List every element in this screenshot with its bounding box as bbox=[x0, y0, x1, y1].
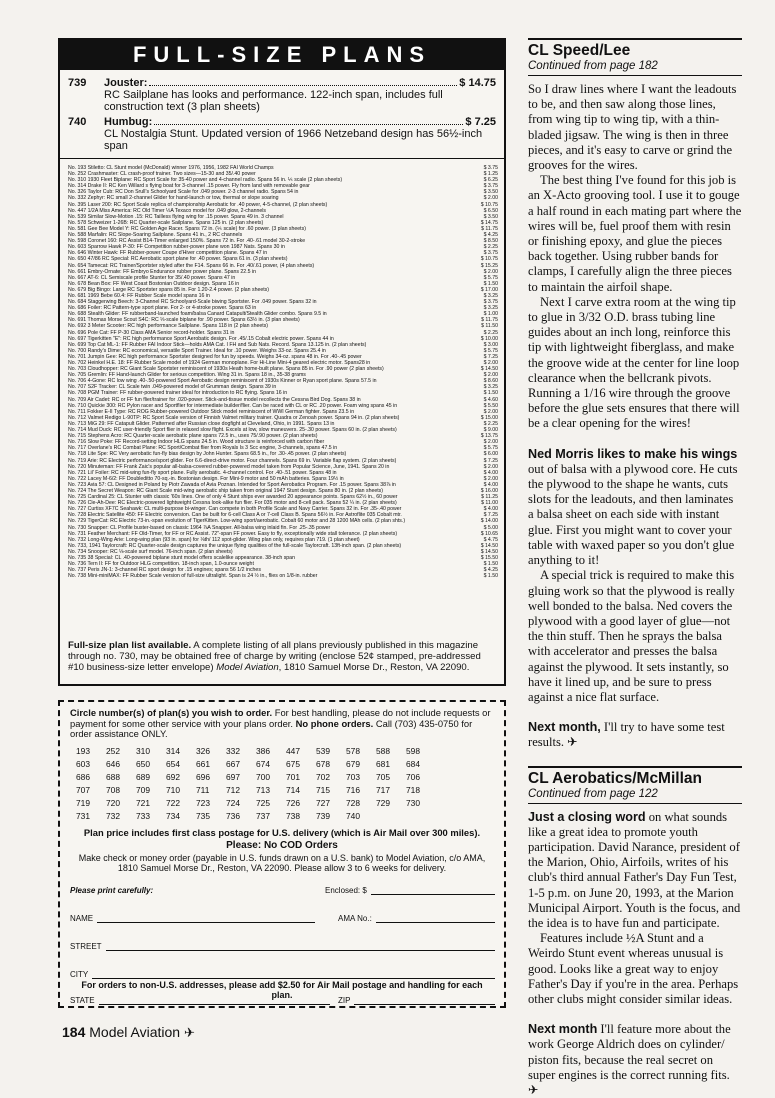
plan-number-option[interactable]: 738 bbox=[286, 810, 300, 821]
plan-description: No. 581 Gee Bee Model Y: RC Golden Age Racer. Spans 72 in. (⅕ scale) for .60 power. (3 plan sheets) bbox=[68, 225, 306, 232]
plan-number-option[interactable]: 326 bbox=[196, 745, 210, 756]
plan-number-option[interactable]: 674 bbox=[256, 758, 270, 769]
plan-number-option[interactable]: 721 bbox=[136, 797, 150, 808]
plan-description: No. 730 Snapper: CL Profile buster-based on classic 1964 ⅞A Snapper. All-balsa wing inlaid fin. For .25-.35 power bbox=[68, 524, 331, 531]
plan-number-option[interactable]: 252 bbox=[106, 745, 120, 756]
plans-footer-address: , 1810 Samuel Morse Dr., Reston, VA 22090. bbox=[278, 662, 470, 673]
plan-number-grid bbox=[76, 746, 494, 821]
featured-plan-desc: RC Sailplane has looks and performance. 122-inch span, includes full construction text (3 plan sheets) bbox=[104, 89, 443, 113]
plan-number-option[interactable]: 722 bbox=[166, 797, 180, 808]
plan-number-option[interactable]: 646 bbox=[106, 758, 120, 769]
lead-in-bold: Ned Morris likes to make his wings bbox=[528, 446, 738, 461]
featured-plan-price: $ 7.25 bbox=[465, 116, 496, 128]
plan-number-option[interactable]: 711 bbox=[196, 784, 210, 795]
plan-number-option[interactable]: 686 bbox=[76, 771, 90, 782]
plan-description: No. 314 Drake II: RC Ken Willard s flying boat for 3-channel .15 power. Fly from land with removable gear bbox=[68, 183, 310, 190]
order-intro-bold: Circle number(s) of plan(s) you wish to order. bbox=[70, 707, 273, 718]
plan-description: No. 728 Electric Satellite 450: FF Electric conversion. Can be built for 6-cell Class A or 7-cell Class B. Spans 56½ in. For Astroflite 035 Cobalt mtr. bbox=[68, 512, 402, 519]
plan-description: No. 715 Stephens Acro: RC Quarter-scale aerobatic plane spans 72.5 in., uses 75/.90 power. (2 plan sheets) bbox=[68, 433, 318, 440]
plan-price: $ 16.00 bbox=[480, 487, 498, 494]
plan-number-option[interactable]: 692 bbox=[166, 771, 180, 782]
plan-number-option[interactable]: 717 bbox=[376, 784, 390, 795]
plan-number-option[interactable]: 700 bbox=[256, 771, 270, 782]
city-field[interactable]: CITY bbox=[70, 970, 495, 979]
leader-dots bbox=[154, 116, 463, 125]
aerobatics-heading: CL Aerobatics/McMillan bbox=[528, 766, 742, 787]
plan-number-option[interactable]: 603 bbox=[76, 758, 90, 769]
article-paragraph: Next I carve extra room at the wing tip to glue in 3/32 O.D. brass tubing line guides about an inch long, reinforce this tip with lightweight fiberglass, and make the groove wide at the center for line loop clearance when the bellcrank pivots. Running a 1/16 wire through the groove before the glue sets ensures that there will be a clear opening for the wires! bbox=[528, 294, 740, 431]
plan-description: No. 598 Coronet 160: RC Assist B14-Timer enlarged 150%. Spans 72 in. For .40-.61 model 30-2-stroke bbox=[68, 238, 306, 245]
ama-number-field[interactable]: AMA No.: bbox=[338, 914, 495, 923]
featured-plan-title: Humbug: bbox=[104, 116, 153, 128]
article-paragraph: Next month, I'll try to have some test results. ✈ bbox=[528, 720, 725, 750]
plan-number-option[interactable]: 737 bbox=[256, 810, 270, 821]
plan-price: $ 3.75 bbox=[483, 299, 498, 306]
plan-price: $ 11.75 bbox=[481, 225, 498, 232]
plan-number-option[interactable]: 733 bbox=[136, 810, 150, 821]
state-field[interactable]: STATE bbox=[70, 996, 330, 1005]
plan-number-option[interactable]: 697 bbox=[226, 771, 240, 782]
plans-footer-text: A complete listing of all plans previously published in this magazine through no. 730, may be obtained free of charge by writing (enclose 52¢ stamped, pre-addressed #10 business-size letter envelope) bbox=[68, 640, 481, 673]
plan-description: No. 719 Arie: RC Electric performance/sport glider. For 6.6-direct-drive motor. Four channels. Spans 69 in. Variable flap system. (2 plan sheets) bbox=[68, 457, 397, 464]
plan-description: No. 447 1/2A Miss America: RC Old Timer ½A Texaco model for .049 glow, 2-channels bbox=[68, 207, 266, 214]
order-intro bbox=[70, 708, 494, 740]
plan-description: No. 332 Zephyr: RC small 2-channel Glider for hand-launch or tow, thermal or slope soaring bbox=[68, 195, 279, 202]
plan-description: No. 705 Gremlin: FF Hand-launch Glider for serious competition. Wing 31 in. Spans 18 in., 35-38 grams bbox=[68, 372, 306, 379]
plan-list bbox=[60, 159, 504, 579]
plan-description: No. 712 Valmet Redigo L-90TP: RC Sport Scale version of Finnish Valmet military trainer. Quadra or Zenoah power. Spans 94 in. (2 plan sheets) bbox=[68, 414, 400, 421]
plan-price: $ 3.75 bbox=[483, 250, 498, 257]
plan-price: $ 5.00 bbox=[483, 524, 498, 531]
plan-description: No. 708 PGM Trainer: FF rubber-powered trainer ideal for introduction to RC flying. Spans 16 in bbox=[68, 390, 288, 397]
plan-number-option[interactable]: 712 bbox=[226, 784, 240, 795]
plan-number-option[interactable]: 598 bbox=[406, 745, 420, 756]
plan-price: $ 13.75 bbox=[480, 433, 498, 440]
plan-description: No. 697 Tigerkitten "E": RC high performance Sport Aerobatic design. For .45/.15 Cobalt electric power. Spans 44 in bbox=[68, 335, 334, 342]
lead-in-bold: Next month, bbox=[528, 720, 601, 735]
featured-plan-title: Jouster: bbox=[104, 77, 148, 89]
plan-number-option[interactable]: 725 bbox=[256, 797, 270, 808]
price-note: Plan price includes first class postage for U.S. delivery (which is Air Mail over 300 miles). bbox=[83, 826, 481, 838]
plan-description: No. 710 Quickie 300: RC Pylon racer and Sportflier for intermediate builder/flier. Can be raced with CL or RC .20 power. Foam wing spans 45 in bbox=[68, 402, 398, 409]
plan-number-option[interactable]: 667 bbox=[226, 758, 240, 769]
plan-description: No. 696 Pole Cat: FF P-30 Class AMA Senior record-holder. Spans 31 in bbox=[68, 329, 235, 336]
plan-description: No. 578 Schweizer 1-26B: RC Quarter-scale Sailplane. Spans 125 in. (2 plan sheets) bbox=[68, 219, 264, 226]
plan-price: $ 7.25 bbox=[483, 512, 498, 519]
plan-price: $ 14.50 bbox=[480, 548, 498, 555]
plan-number-option[interactable]: 661 bbox=[196, 758, 210, 769]
article-paragraph: So I draw lines where I want the leadouts to be, and then saw along those lines, from wing tip to wing tip, with a thin-bladed jigsaw. The wing is then in three pieces, and it's easy to carve or grind the grooves for the wires. bbox=[528, 82, 737, 173]
article-paragraph: Next month I'll feature more about the work George Aldrich does on cylinder/ piston fits, because the real secret on super engines is the correct running fits. ✈ bbox=[528, 1022, 731, 1097]
plan-price: $ 10.65 bbox=[480, 530, 498, 537]
article-paragraph: Features include ½A Stunt and a Weirdo Stunt event whereas unusual is good. Looks like a great way to enjoy Father's Day if you're in the area. Perhaps other clubs might consider similar ideas. bbox=[528, 931, 739, 1006]
plans-banner: FULL-SIZE PLANS bbox=[60, 40, 504, 70]
plan-price: $ 15.50 bbox=[480, 555, 498, 561]
plan-number-option[interactable]: 718 bbox=[406, 784, 420, 795]
plan-description: No. 661 Embry-Ornate: FF Embryo Endurance rubber power plane. Spans 22.5 in bbox=[68, 268, 256, 275]
plan-price: $ 5.50 bbox=[483, 402, 498, 409]
article-paragraph: A special trick is required to make this gluing work so that the plywood is really well bonded to the balsa. Ned covers the plywood with a good layer of glue—not the thin stuff. Then he sprays the balsa with accelerator and presses the balsa against the plywood. It sets instantly, so have it lined up, and be sure to press against a nice flat surface. bbox=[528, 568, 735, 704]
featured-plan-number: 739 bbox=[68, 77, 87, 89]
plans-footer-note bbox=[68, 640, 496, 673]
plan-description: No. 678 Bean Box: FF West Coast Bostonian Outdoor design. Spans 16 in bbox=[68, 280, 240, 287]
plan-description: No. 650 47/86 RC Special: RC Aerobatic sport plane for .40 power. Spans 61 in. (3 plan sheets) bbox=[68, 256, 288, 263]
aerobatics-article bbox=[528, 810, 742, 1098]
plan-number-option[interactable]: 689 bbox=[136, 771, 150, 782]
plan-price: $ 11.00 bbox=[481, 500, 498, 507]
plan-description: No. 732 Long-Wing Arie: Long-wing plan (93 in. span) for ⅛th/ 112 spot-glider. Wing plan only, requires plan 719. (1 plan sheet) bbox=[68, 536, 360, 543]
plan-number-option[interactable]: 716 bbox=[346, 784, 360, 795]
plan-description: No. 721 Lil' Foiler: RC mid-wing fun-fly sport plane. Fully aerobatic. 4-channel control. For .40-.51 power. Spans 48 in bbox=[68, 469, 337, 476]
aerobatics-subhead: Continued from page 122 bbox=[528, 787, 742, 804]
plan-price: $ 2.25 bbox=[483, 244, 498, 251]
plan-price: $ 5.75 bbox=[483, 445, 498, 452]
plan-number-option[interactable]: 701 bbox=[286, 771, 300, 782]
speed-lee-article bbox=[528, 82, 742, 751]
plan-description: No. 727 Curtiss XF7C Seahawk: CL multi-purpose bi-winger. Can compete in both Profile Scale and Navy Carrier. Spans 32 in. For .35-.40 power bbox=[68, 506, 402, 513]
plan-description: No. 654 Tamecat: RC Trainer/Sportster styled after the F14. Spans 66 in. For .40/.61 power, (4 plan sheets) bbox=[68, 262, 315, 269]
plan-number-option[interactable]: 726 bbox=[286, 797, 300, 808]
plan-price: $ 8.60 bbox=[483, 378, 498, 385]
plan-price: $ 15.25 bbox=[480, 262, 498, 269]
plan-description: No. 539 Similar Slow-Motion .15: RC Tailless flying wing for .15 power. Spans 49 in. 3 channel bbox=[68, 213, 284, 220]
print-carefully-label: Please print carefully: bbox=[70, 885, 154, 895]
plan-price: $ 2.00 bbox=[483, 475, 498, 482]
article-paragraph: Ned Morris likes to make his wings out of balsa with a plywood core. He cuts the plywood to the shape he wants, cuts slots for the leadouts, and then laminates a balsa sheet on each side with instant glue. First you might want to cover your table with waxed paper so you don't glue anything to it! bbox=[528, 446, 738, 568]
plan-price: $ 5.75 bbox=[483, 347, 498, 354]
plan-description: No. 709 Air Cadet: RC or FF fun flier/trainer for .020-power. Stick-and-tissue model recollects the Cessna Bird Dog. Spans 38 in bbox=[68, 396, 361, 403]
featured-plan bbox=[60, 116, 504, 152]
plan-number-option[interactable]: 710 bbox=[166, 784, 180, 795]
plan-number-option[interactable]: 578 bbox=[346, 745, 360, 756]
speed-lee-heading: CL Speed/Lee bbox=[528, 38, 742, 59]
plan-number-option[interactable]: 723 bbox=[196, 797, 210, 808]
plan-number-option[interactable]: 720 bbox=[106, 797, 120, 808]
page-number: 184 bbox=[62, 1024, 86, 1040]
plan-number-option[interactable]: 702 bbox=[316, 771, 330, 782]
plan-description: No. 700 Randy's Dime: RC economical, versatile Sport Trainer. Ideal for .10 power. Weighs 33-oz. Spans 25.4 in bbox=[68, 347, 326, 354]
plan-price: $ 7.25 bbox=[483, 457, 498, 464]
plan-price: $ 1.00 bbox=[483, 311, 498, 318]
plan-number-option[interactable]: 386 bbox=[256, 745, 270, 756]
plan-number-option[interactable]: 707 bbox=[76, 784, 90, 795]
plan-price: $ 4.75 bbox=[483, 536, 498, 543]
plan-description: No. 702 Heinkel H.E. 18: FF Rubber Scale model of 1924 German monoplane. For Hi-Line Mini-4 geared electric motor. Spans28 in bbox=[68, 360, 371, 366]
plan-number-option[interactable]: 688 bbox=[106, 771, 120, 782]
plan-price: $ 3.25 bbox=[483, 384, 498, 391]
plan-price: $ 2.00 bbox=[483, 439, 498, 446]
plans-footer-magazine: Model Aviation bbox=[216, 662, 279, 673]
plan-number-option[interactable]: 675 bbox=[286, 758, 300, 769]
plan-number-option[interactable]: 447 bbox=[286, 745, 300, 756]
cod-note: Please: No COD Orders bbox=[226, 839, 338, 851]
plan-price: $ 14.50 bbox=[480, 542, 498, 549]
plan-price: $ 3.75 bbox=[483, 183, 498, 190]
plan-price: $ 4.25 bbox=[483, 567, 498, 574]
plan-price: $ 1.50 bbox=[483, 280, 498, 287]
plan-number-option[interactable]: 734 bbox=[166, 810, 180, 821]
plan-number-option[interactable]: 696 bbox=[196, 771, 210, 782]
article-paragraph: The best thing I've found for this job is an X-Acto grooving tool. I use it to gouge a half round in each mating part where the wires will be, fuel proof them with resin or finishing epoxy, and glue the pieces back together. Using rubber bands for clamps, I carefully align the three pieces to maintain the airfoil shape. bbox=[528, 173, 742, 294]
plans-footer-bold: Full-size plan list available. bbox=[68, 640, 192, 651]
plan-price: $ 2.00 bbox=[483, 360, 498, 366]
plan-price: $ 4.25 bbox=[483, 232, 498, 239]
plan-description: No. 707 S2F Tracker: CL Scale twin .049-powered model of Grumman design. Spans 39 in bbox=[68, 384, 277, 391]
plan-description: No. 718 Lite Spe: RC Very aerobatic fun-fly bias design by John Hunter. Spans 68.5 in., for .30-.45 power. (2 plan sheets) bbox=[68, 451, 347, 458]
plan-description: No. 738 Mini-miniMAX: FF Rubber Scale version of full-size ultralight. Span is 24 ½ in., flies on 1/8-in. rubber bbox=[68, 573, 318, 580]
plan-description: No. 703 Cloudhopper: RC Giant Scale Sportster reminiscent of 1930s Heath home-built plane. Spans 85 in. For .90 power (2 plan sheets) bbox=[68, 366, 384, 373]
featured-plan-desc: CL Nostalgia Stunt. Updated version of 1966 Netzeband design has 56½-inch span bbox=[104, 128, 483, 152]
plan-price: $ 10.75 bbox=[480, 201, 498, 208]
plan-price: $ 4.00 bbox=[483, 469, 498, 476]
plan-description: No. 252 Crashmaster: CL crash-proof trainer. Two sizes—15-30 and 35/.40 power bbox=[68, 171, 256, 178]
plan-price: $ 1.50 bbox=[483, 561, 498, 568]
plan-description: No. 688 Stealth Glider: FF rubberband-launched foam/balsa Canard Catapult/Stealth Glider combo. Spans 9.5 in bbox=[68, 311, 327, 318]
plan-description: No. 720 Minuteman: FF Frank Zaic's popular all-balsa-covered rubber-powered model taken from Popular Science, June, 1941. Spans 20 in bbox=[68, 463, 390, 470]
plan-price: $ 2.00 bbox=[483, 372, 498, 379]
plan-description: No. 681 1969 Bebe 60.4: FF Rubber Scale model spans 16 in bbox=[68, 292, 210, 299]
plan-description: No. 646 Winter Hawk: FF Rubber-power Coupe d'Hiver competition plane. Spans 47 in bbox=[68, 250, 268, 257]
plan-price: $ 2.00 bbox=[483, 195, 498, 202]
plan-number-option[interactable]: 678 bbox=[316, 758, 330, 769]
magazine-name: Model Aviation bbox=[89, 1024, 181, 1040]
plan-price: $ 11.75 bbox=[481, 317, 498, 324]
plan-price: $ 14.00 bbox=[480, 518, 498, 525]
plan-number-option[interactable]: 730 bbox=[406, 797, 420, 808]
plan-number-option[interactable]: 703 bbox=[346, 771, 360, 782]
plan-number-option[interactable]: 713 bbox=[256, 784, 270, 795]
plan-price: $ 4.00 bbox=[483, 506, 498, 513]
plan-description: No. 714 Mud Duck: RC user-friendly Sport flier in relaxed slow flight. Excels at low, slow maneuvers. 25-.30 power. Spans 60 in. (2 plan sheets) bbox=[68, 427, 397, 434]
plan-price: $ 1.50 bbox=[483, 573, 498, 580]
plan-number-option[interactable]: 728 bbox=[346, 797, 360, 808]
plan-price: $ 2.00 bbox=[483, 408, 498, 415]
featured-plans bbox=[60, 70, 504, 159]
plan-number-option[interactable]: 708 bbox=[106, 784, 120, 795]
plan-number-option[interactable]: 539 bbox=[316, 745, 330, 756]
plan-price: $ 14.75 bbox=[480, 219, 498, 226]
plan-description: No. 736 Tern II: FF for Outdoor HLG competition. 18-inch span, 1.0-ounce weight bbox=[68, 561, 254, 568]
plan-number-option[interactable]: 650 bbox=[136, 758, 150, 769]
plan-price: $ 2.00 bbox=[483, 268, 498, 275]
plan-price: $ 11.50 bbox=[481, 323, 498, 330]
plan-number-option[interactable]: 727 bbox=[316, 797, 330, 808]
plan-price: $ 14.50 bbox=[480, 366, 498, 373]
name-field[interactable]: NAME bbox=[70, 914, 315, 923]
plan-price: $ 3.50 bbox=[483, 213, 498, 220]
lead-in-bold: Just a closing word bbox=[528, 809, 646, 824]
plan-description: No. 731 Feather Merchant: FF Old-Timer, for FF or RC Assist. 72"-span FF power. Easy to fly, exceptionally wide stall tolerance. (2 plan sheets) bbox=[68, 530, 398, 537]
featured-plan-number: 740 bbox=[68, 116, 87, 128]
plan-number-option[interactable]: 310 bbox=[136, 745, 150, 756]
plan-price: $ 11.25 bbox=[481, 494, 498, 501]
plan-number-option[interactable]: 739 bbox=[316, 810, 330, 821]
featured-plan-price: $ 14.75 bbox=[459, 77, 496, 89]
plan-number-option[interactable]: 714 bbox=[286, 784, 300, 795]
zip-field[interactable]: ZIP bbox=[338, 996, 495, 1005]
order-intro-end: Call (703) 435-0750 for order assistance ONLY. bbox=[70, 717, 473, 739]
international-order-note: For orders to non-U.S. addresses, please add $2.50 for Air Mail postage and handling for each plan. bbox=[81, 980, 483, 1000]
plan-description: No. 603 Sparrow Hawk P-30: FF Competition rubber-power plane won 1987 Nats. Spans 30 in bbox=[68, 244, 285, 251]
plan-description: No. 684 Staggerwing Beech: 3-Channel RC Schoolyard-Scale biwing Sportster. For .049 power. Spans 32 in bbox=[68, 299, 317, 306]
plan-price: $ 10.75 bbox=[480, 256, 498, 263]
plan-price: $ 3.75 bbox=[483, 165, 498, 171]
plan-price: $ 6.00 bbox=[483, 451, 498, 458]
plan-description: No. 716 Slow Poke: FF Record-setting Indoor HLG spans 24.5 in. Wood structure is reinforced with carbon fiber bbox=[68, 439, 325, 446]
leader-dots bbox=[149, 77, 457, 86]
plan-description: No. 699 Top Cat ML-1: FF Rubber FAI Indoor Stick—holds AMA Cat. I FH and Sub Nats. Record. Spans 13.125 in. (2 plan sheets) bbox=[68, 341, 367, 348]
plan-description: No. 692 3 Meter Scooter: RC high performance Sailplane. Spans 118 in (2 plan sheets) bbox=[68, 323, 269, 330]
plan-description: No. 734 Snooper: RC ⅛-scale surf model. 76-inch span. (2 plan sheets) bbox=[68, 548, 233, 555]
plan-description: No. 326 Taylor Cub: RC Don Srull's Schoolyard Scale for .049 power. 2-3 channel radio. Spans 54 in bbox=[68, 189, 299, 196]
plan-description: No. 588 Marfalin: RC Slope-Soaring Sailplane. Spans 41 in., 2 RC channels bbox=[68, 232, 243, 239]
plan-description: No. 691 Thomas Morse Scout S4C: RC ⅓-scale biplane for .90 power. Spans 63½ in. (3 plan sheets) bbox=[68, 317, 300, 324]
plan-number-option[interactable]: 588 bbox=[376, 745, 390, 756]
plan-number-option[interactable]: 731 bbox=[76, 810, 90, 821]
airplane-icon: ✈ bbox=[183, 1025, 195, 1040]
plan-price: $ 3.25 bbox=[483, 292, 498, 299]
article-paragraph: Just a closing word on what sounds like a great idea to promote youth participation. David Narance, president of the Marion, Ohio, Airfoils, writes of his club's third annual Father's Day Fun Test, 1-5 p.m. on June 20, 1993, at the Marion Municipal Airport. Youth is the focus, and the idea is to have fun and participate. bbox=[528, 809, 741, 930]
speed-lee-subhead: Continued from page 182 bbox=[528, 59, 742, 76]
plan-number-option[interactable]: 715 bbox=[316, 784, 330, 795]
plan-description: No. 733, 1941 Taylorcraft: RC Quarter-scale design captures the unique flying qualities of the full-scale Taylorcraft. 13ft-inch span. (2 plan sheets) bbox=[68, 542, 402, 549]
plan-description: No. 193 Stiletto: CL Stunt model (McDonald) winner 1976, 1956, 1982 FAI World Champs bbox=[68, 165, 274, 171]
plan-description: No. 717 Overlane's RC Combat Plane: RC Sport/Combat flier from Royals Is 3 Scc engine, 3-channels, spans 47.5 in bbox=[68, 445, 338, 452]
plan-price: $ 2.00 bbox=[483, 463, 498, 470]
plan-price: $ 9.00 bbox=[483, 427, 498, 434]
plan-number-option[interactable]: 724 bbox=[226, 797, 240, 808]
plan-number-option[interactable]: 735 bbox=[196, 810, 210, 821]
lead-in-bold: Next month bbox=[528, 1022, 598, 1037]
plan-description: No. 667 AT-6: CL Semiscale profile Stunter for 35/.40 power. Spans 47 in bbox=[68, 274, 236, 281]
plan-price: $ 3.00 bbox=[483, 341, 498, 348]
plan-description: No. 735 38 Special: CL .40-powered biplane stunt model offers scalelike appearance. 38-inch span bbox=[68, 555, 295, 561]
plan-description: No. 729 TigerCat: RC Electric 73-in.-span evolution of TigerKitten. Low-wing sport/aerobatic. Cobalt 60 motor and 28 1200 MAh cells. (2 plan shts.) bbox=[68, 518, 406, 525]
plan-description: No. 723 Avia 57: CL Designed in Poland by Piotr Zawada of Avia Poznan. Intended for Sport Aerobatics Program. For .15 power. Spans 38⅞ in bbox=[68, 481, 396, 488]
plan-description: No. 701 Jumpin Gee: RC high performance Sportster designed for fun by speeds. Weighs 34-oz. spans 48 in. For .40-.45 power bbox=[68, 353, 362, 360]
enclosed-field[interactable]: Enclosed: $ bbox=[325, 886, 495, 895]
page-footer bbox=[62, 1024, 195, 1041]
plan-price: $ 1.50 bbox=[483, 390, 498, 397]
plan-number-option[interactable]: 654 bbox=[166, 758, 180, 769]
plan-number-option[interactable]: 706 bbox=[406, 771, 420, 782]
plan-price: $ 5.75 bbox=[483, 274, 498, 281]
plan-description: No. 726 Cle-Ah-Dee: RC Electric-powered lightweight Cessna look-alike fun flier. For 035 motor and 8-cell pack. Spans 52 ¼ in. (2 plan sheets) bbox=[68, 500, 397, 507]
payment-instructions: Make check or money order (payable in U.S. funds drawn on a U.S. bank) to Model Aviation, c/o AMA, 1810 Samuel Morse Dr., Reston, VA 22090. Please allow 3 to 6 weeks for delivery. bbox=[78, 852, 486, 873]
plan-price: $ 6.25 bbox=[483, 177, 498, 184]
plan-description: No. 679 Big Bingo: Large RC Sportster spans 85 in. For 1.20-2.4 power. (2 plan sheets) bbox=[68, 286, 269, 293]
plan-list-row bbox=[68, 573, 498, 579]
plan-number-option[interactable]: 679 bbox=[346, 758, 360, 769]
plan-number-option[interactable]: 684 bbox=[406, 758, 420, 769]
plan-description: No. 722 Lacey M-6/2: FF Doubleditto 70-sq.-in. Bostonian design. For Mini-9 motor and 50 mAh batteries. Spans 19½ in bbox=[68, 475, 344, 482]
plan-number-option[interactable]: 729 bbox=[376, 797, 390, 808]
street-field[interactable]: STREET bbox=[70, 942, 495, 951]
featured-plan bbox=[60, 77, 504, 113]
plan-price: $ 1.25 bbox=[483, 171, 498, 178]
plan-price: $ 6.50 bbox=[483, 207, 498, 214]
plan-description: No. 713 MiG 29: FF Catapult Glider. Patterned after Russian close dogfight at Cleveland, Ohio, in 1991. Spans 13 in bbox=[68, 420, 335, 427]
plan-number-option[interactable]: 740 bbox=[346, 810, 360, 821]
plan-price: $ 3.50 bbox=[483, 189, 498, 196]
plan-number-option[interactable]: 705 bbox=[376, 771, 390, 782]
plan-description: No. 725 Cardinal 25: CL Stunter with classic '60s lines. One of only 4 Stunt ships ever awarded 20 appearance points. Spans 62½ in., 60 power bbox=[68, 494, 398, 501]
right-column bbox=[528, 38, 742, 1098]
plan-description: No. 711 Fokker E-II Type: RC ROG Rubber-powered Outdoor Stick model reminiscent of WWI German fighter. Spans 23.5 in bbox=[68, 408, 355, 415]
order-intro-text: For best handling, please do not include requests or payment for some other service with your plans order. bbox=[70, 707, 491, 729]
plan-number-option[interactable]: 332 bbox=[226, 745, 240, 756]
plans-panel bbox=[58, 38, 506, 686]
plan-price: $ 17.00 bbox=[480, 286, 498, 293]
plan-price: $ 4.60 bbox=[483, 396, 498, 403]
plan-price: $ 3.25 bbox=[483, 305, 498, 312]
plan-description: No. 686 Foiler: RC Pattern-type sport plane. For 2- or 4-stroke power. Spans 63 in bbox=[68, 305, 257, 312]
plan-number-option[interactable]: 314 bbox=[166, 745, 180, 756]
plan-number-option[interactable]: 732 bbox=[106, 810, 120, 821]
plan-description: No. 310 1930 Fleet Biplane: RC Sport Scale for 35-40 power and 4-channel radio. Spans 56 in. ⅙ scale (2 plan sheets) bbox=[68, 177, 343, 184]
plan-price: $ 2.25 bbox=[483, 329, 498, 336]
plan-description: No. 395 Laser 200: RC Sport Scale replica of championship Aerobatic for .40 power, 4-5-channel, (2 plan sheets) bbox=[68, 201, 328, 208]
plan-description: No. 724 The Secret Weapon: RC Giant Scale mid-wing aerobatic ship taken from original 1947 Stunt design. Spans 80 in. (2 plan sheets) bbox=[68, 487, 383, 494]
plan-price: $ 4.00 bbox=[483, 481, 498, 488]
plan-number-option[interactable]: 736 bbox=[226, 810, 240, 821]
order-form bbox=[58, 700, 506, 1008]
plan-price: $ 15.00 bbox=[480, 414, 498, 421]
plan-price: $ 2.25 bbox=[483, 420, 498, 427]
plan-price: $ 10.00 bbox=[480, 335, 498, 342]
plan-description: No. 737 Peris JN-1: 3-channel RC sport design for .15 engines; spans 56 1/2 inches bbox=[68, 567, 261, 574]
plan-price: $ 8.50 bbox=[483, 238, 498, 245]
plan-number-option[interactable]: 709 bbox=[136, 784, 150, 795]
plan-price: $ 7.25 bbox=[483, 353, 498, 360]
plan-number-option[interactable]: 719 bbox=[76, 797, 90, 808]
plan-description: No. 706 4-Gone: RC low wing .40-.50-powered Sport Aerobatic design reminiscent of 1930s Kinner or Ryan sport plane. Spans 57.5 in bbox=[68, 378, 377, 385]
plan-number-option[interactable]: 681 bbox=[376, 758, 390, 769]
no-phone-orders: No phone orders. bbox=[295, 717, 374, 729]
plan-number-option[interactable]: 193 bbox=[76, 745, 90, 756]
